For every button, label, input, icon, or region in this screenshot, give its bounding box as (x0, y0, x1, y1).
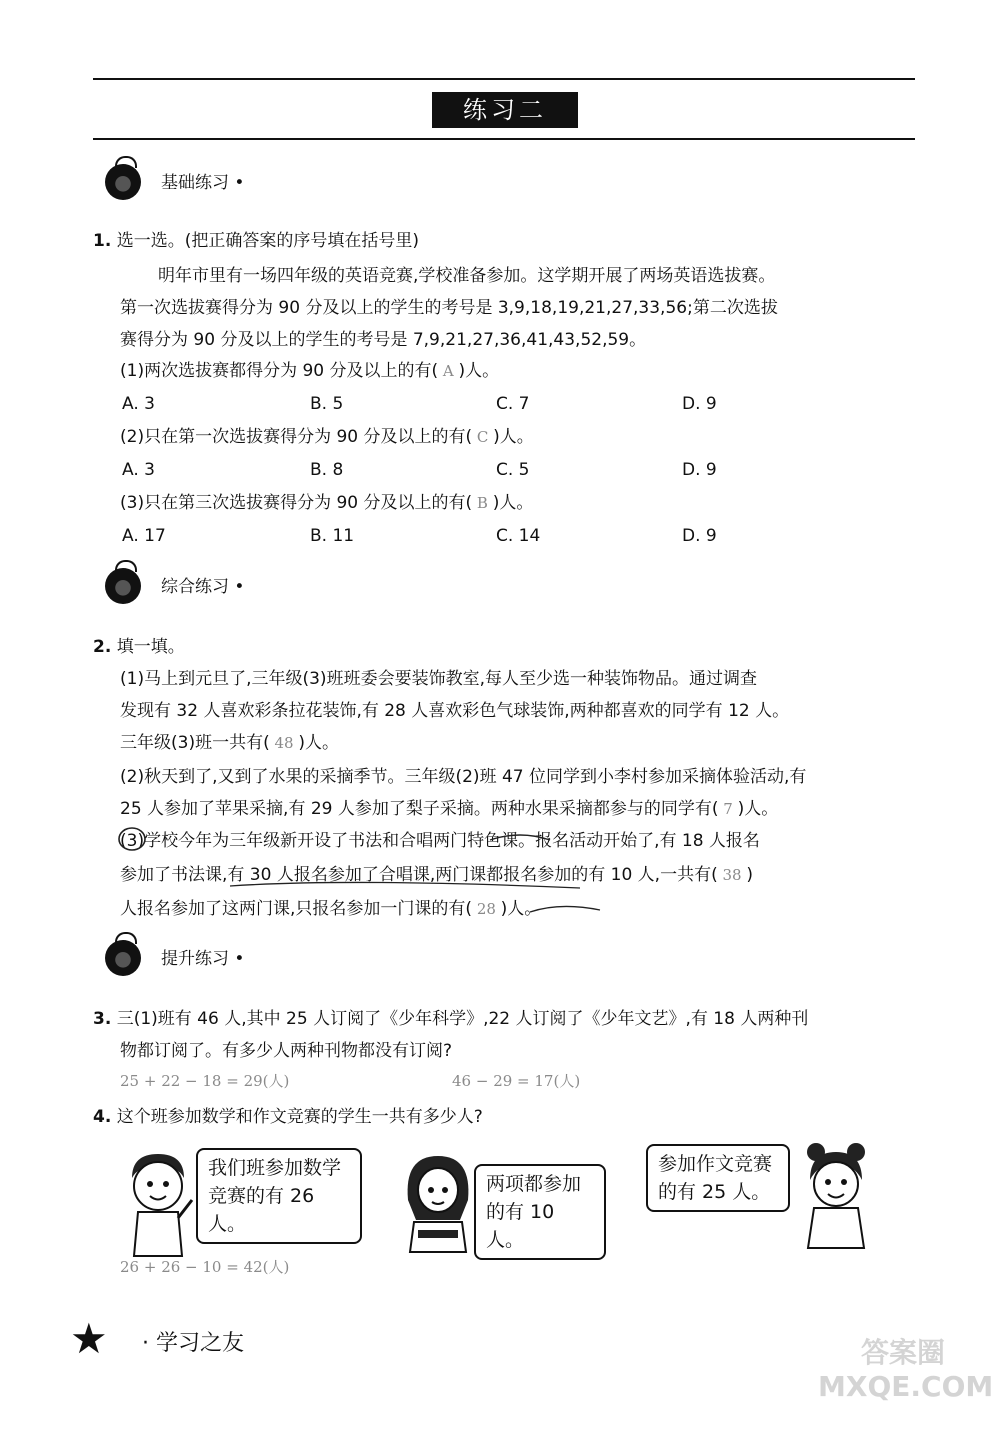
q1-sub3-tail: )人。 (492, 493, 534, 513)
q1-sub2-answer: C (472, 428, 494, 446)
q1-sub1-tail: )人。 (458, 361, 500, 381)
q2-sub3-tail: ) (746, 865, 753, 885)
q1-sub1-option-c: C. 7 (496, 394, 530, 414)
q1-title (93, 230, 419, 252)
q1-sub3-option-b: B. 11 (310, 526, 355, 546)
speech-bubble-essay: 参加作文竞赛 的有 25 人。 (646, 1144, 790, 1212)
q1-sub3-text: (3)只在第三次选拔赛得分为 90 分及以上的有( (120, 493, 473, 513)
q2-sub3-text: 参加了书法课,有 30 人报名参加了合唱课,两门课都报名参加的有 10 人,一共有( (120, 865, 718, 885)
q2-sub2-answer: 7 (718, 800, 738, 818)
top-rule (93, 78, 915, 80)
q1-paragraph-2: 第一次选拔赛得分为 90 分及以上的学生的考号是 3,9,18,19,21,27,33,56;第二次选拔 (120, 298, 778, 318)
q2-sub2-text: 25 人参加了苹果采摘,有 29 人参加了梨子采摘。两种水果采摘都参与的同学有( (120, 799, 719, 819)
q2-sub3-text-2: 人报名参加了这两门课,只报名参加一门课的有( (120, 899, 473, 919)
q1-sub3-option-a: A. 17 (122, 526, 166, 546)
q1-paragraph-1: 明年市里有一场四年级的英语竞赛,学校准备参加。这学期开展了两场英语选拔赛。 (158, 266, 776, 286)
q2-instruction: 填一填。 (116, 637, 185, 657)
q1-sub2-text: (2)只在第一次选拔赛得分为 90 分及以上的有( (120, 427, 473, 447)
section-comprehensive-label: 综合练习 • (161, 577, 245, 597)
q1-instruction: 选一选。(把正确答案的序号填在括号里) (116, 231, 419, 251)
clock-icon (105, 940, 141, 976)
q1-sub1-option-a: A. 3 (122, 394, 155, 414)
q1-sub2-option-b: B. 8 (310, 460, 344, 480)
section-advanced-label: 提升练习 • (161, 949, 245, 969)
q1-sub1-text: (1)两次选拔赛都得分为 90 分及以上的有( (120, 361, 439, 381)
speech-bubble-both: 两项都参加 的有 10 人。 (474, 1164, 606, 1260)
q3-working-2: 46 − 29 = 17(人) (452, 1072, 581, 1090)
q3-number: 3. (93, 1009, 112, 1029)
q3-line-2: 物都订阅了。有多少人两种刊物都没有订阅? (120, 1041, 453, 1061)
star-icon: ★ (70, 1314, 108, 1363)
q2-sub1-text: 三年级(3)班一共有( (120, 733, 270, 753)
q2-sub2-line-2 (120, 798, 778, 820)
q1-sub2-option-d: D. 9 (682, 460, 717, 480)
q2-sub1-line-1: (1)马上到元旦了,三年级(3)班班委会要装饰教室,每人至少选一种装饰物品。通过调查 (120, 669, 757, 689)
q1-sub3-answer: B (472, 494, 493, 512)
section-basic-label: 基础练习 • (161, 173, 245, 193)
q1-sub1-answer: A (438, 362, 459, 380)
q1-sub3-option-c: C. 14 (496, 526, 541, 546)
clock-icon (105, 568, 141, 604)
q2-sub2-line-1: (2)秋天到了,又到了水果的采摘季节。三年级(2)班 47 位同学到小李村参加采摘体验活动,有 (120, 767, 807, 787)
q1-sub2-tail: )人。 (493, 427, 534, 447)
q2-sub1-line-3 (120, 732, 339, 754)
footer-brand-label: 学习之友 (156, 1331, 245, 1356)
q2-number: 2. (93, 637, 112, 657)
q2-sub3-answer-2: 28 (472, 900, 501, 918)
title-underline (93, 138, 915, 140)
q1-sub1-option-b: B. 5 (310, 394, 344, 414)
girl-illustration-right (796, 1140, 876, 1250)
boy-illustration (118, 1148, 198, 1258)
q3-working-1: 25 + 22 − 18 = 29(人) (120, 1072, 290, 1090)
q1-sub2-option-a: A. 3 (122, 460, 155, 480)
q3-line-1 (93, 1008, 808, 1030)
girl-illustration-middle (398, 1150, 478, 1255)
q4-question: 这个班参加数学和作文竞赛的学生一共有多少人? (116, 1107, 483, 1127)
q1-sub1-option-d: D. 9 (682, 394, 717, 414)
q4-number: 4. (93, 1107, 112, 1127)
watermark-text: 答案圈 MXQE.COM (818, 1336, 994, 1403)
q2-sub1-answer: 48 (269, 734, 299, 752)
q1-number: 1. (93, 231, 112, 251)
watermark (818, 1336, 994, 1404)
q4-working: 26 + 26 − 10 = 42(人) (120, 1258, 290, 1276)
q2-sub2-tail: )人。 (737, 799, 779, 819)
q1-sub1 (120, 360, 499, 382)
q2-sub3-answer: 38 (717, 866, 747, 884)
q1-paragraph-3: 赛得分为 90 分及以上的学生的考号是 7,9,21,27,36,41,43,52,59。 (120, 330, 647, 350)
q2-sub1-tail: )人。 (298, 733, 339, 753)
clock-icon (105, 164, 141, 200)
q3-text-1: 三(1)班有 46 人,其中 25 人订阅了《少年科学》,22 人订阅了《少年文艺》,有 18 人两种刊 (116, 1009, 809, 1029)
q1-sub3-option-d: D. 9 (682, 526, 717, 546)
q1-sub2 (120, 426, 534, 448)
page-title: 练习二 (432, 92, 578, 128)
speech-bubble-math: 我们班参加数学 竞赛的有 26 人。 (196, 1148, 362, 1244)
q2-sub1-line-2: 发现有 32 人喜欢彩条拉花装饰,有 28 人喜欢彩色气球装饰,两种都喜欢的同学有 12 人。 (120, 701, 790, 721)
q2-sub3-tail-2: )人。 (500, 899, 542, 919)
q4-line (93, 1106, 483, 1128)
q2-sub3-line-1: (3)学校今年为三年级新开设了书法和合唱两门特色课。报名活动开始了,有 18 人报名 (120, 831, 760, 851)
q1-sub3 (120, 492, 533, 514)
q2-title (93, 636, 185, 658)
q1-sub2-option-c: C. 5 (496, 460, 530, 480)
handwriting-marks (110, 826, 650, 926)
footer-brand: · 学习之友 (142, 1331, 245, 1356)
